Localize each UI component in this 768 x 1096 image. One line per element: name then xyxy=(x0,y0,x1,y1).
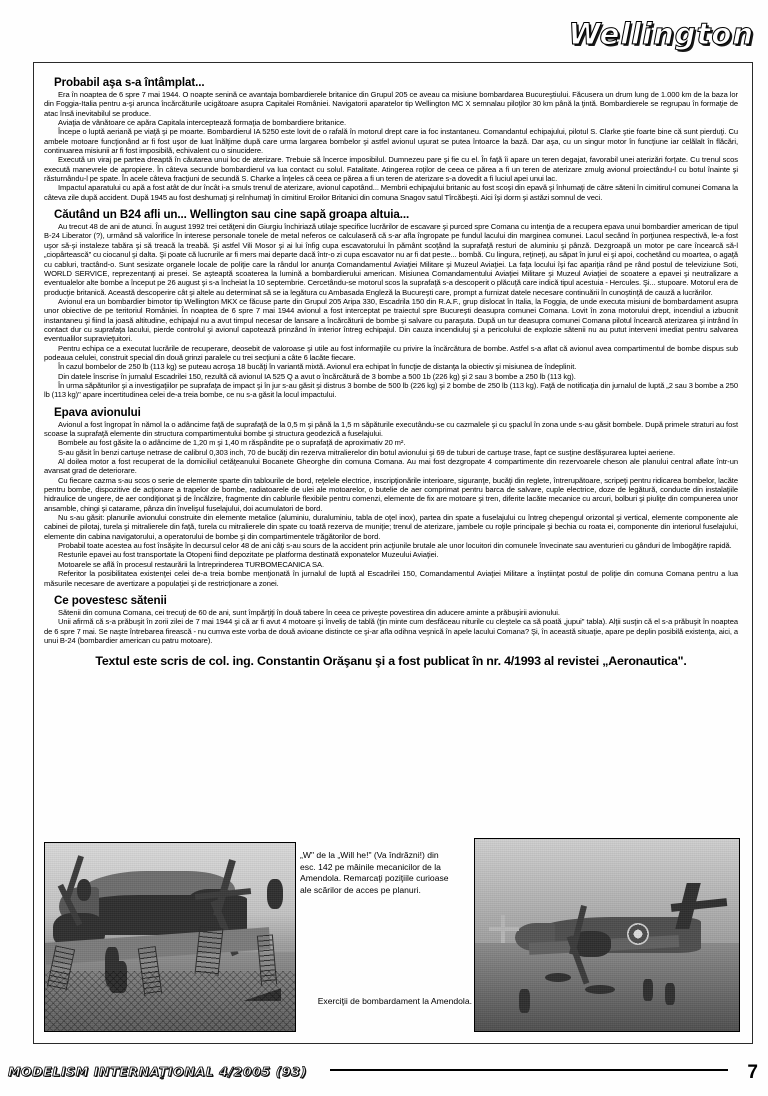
paragraph: Motoarele se află în procesul restaurării la întreprinderea TURBOMECANICA SA. xyxy=(58,559,325,569)
paragraph: Bombele au fost găsite la o adâncime de 1,20 m şi 1,40 m răspândite pe o suprafaţă de aproximativ 20 m². xyxy=(58,438,406,448)
paragraph: S-au găsit în benzi cartuşe netrase de calibrul 0,303 inch, 70 de bucăţi din rezerva mitralierelor din botul avionului şi 69 de tuburi de cartuşe trase, fapt ce susţine desfăşurarea luptei aeriene. xyxy=(58,447,675,457)
paragraph: În urma săpăturilor şi a investigaţiilor pe suprafaţa de impact şi în jur s-au găsit şi distrus 3 bombe de 500 lb (226 kg) şi 2 bombe de 250 lb (113 kg). Faţă de notificaţia din jurnalul de luptă „2 sau 3 bombe a 250 lb (113 kg)" apare incertitudinea celei de-a treia bombe, ce nu s-a găsit la locul impactului. xyxy=(44,380,738,400)
article-body xyxy=(44,70,738,676)
paragraph: Resturile epavei au fost transportate la Otopeni fiind depozitate pe platforma destinată exponatelor Muzeului Aviaţiei. xyxy=(58,550,439,560)
paragraph: Aviaţia de vânătoare ce apăra Capitala interceptează formaţia de bombardiere britanice. xyxy=(58,118,347,128)
paragraph: Din datele înscrise în jurnalul Escadrilei 150, rezultă că avionul IA 525 Q a avut o încărcătură de 3 bombe a 500 1b (226 kg) şi 2 sau 3 bombe a 250 lb (113 kg). xyxy=(58,371,576,381)
paragraph: Începe o luptă aeriană pe viaţă şi pe moarte. Bombardierul IA 5250 este lovit de o rafală în motorul drept care ia foc instantaneu. Comandantul echipajului, pilotul S. Clarke ştie foarte bine că sunt pierduţi. Cu ambele motoare funcţionând ar fi fost uşor de luat înălţime după care urma largarea bombelor şi astfel avionul uşurat se putea întoarce la bază. Dar aşa, cu un singur motor în funcţiune iar celălalt în flăcări, continuarea misiunii ar fi fost imposibilă, echivalent cu o sinucidere. xyxy=(44,127,738,156)
photo-wellington-ground-crew xyxy=(44,842,296,1032)
section-heading-3: Epava avionului xyxy=(54,405,141,419)
footer-publication: MODELISM INTERNAŢIONAL 4/2005 (93) xyxy=(8,1064,308,1079)
paragraph: În cazul bombelor de 250 lb (113 kg) se puteau acroşa 18 bucăţi în variantă mixtă. Avionul era echipat în funcţie de distanţa la obiectiv şi misiunea de îndeplinit. xyxy=(58,362,577,372)
paragraph: Al doilea motor a fost recuperat de la domiciliul cetăţeanului Bocanete Gheorghe din comuna Comana. Au mai fost dezgropate 4 compartimente din rezervoarele cheson ale planului central aflate într-un avansat grad de deteriorare. xyxy=(44,457,738,476)
section-heading-4: Ce povestesc sătenii xyxy=(54,593,167,607)
paragraph: Avionul a fost îngropat în nămol la o adâncime faţă de suprafaţă de la 0,5 m şi până la 1,5 m săpăturile executându-se cu cazmalele şi cu şpaclul în zona unde s-au găsit bombele. După primele straturi au fost scoase la suprafaţă elemente din structura compartimentului bombe şi structura geodezică a fuselajului. xyxy=(44,419,738,438)
paragraph: Pentru echipa ce a executat lucrările de recuperare, deosebit de valoroase şi utile au fost informaţiile cu privire la încărcătura de bombe. Astfel s-a aflat că avionul avea compartimentul de bombe dispus sub podeaua celulei, construit special din două grinzi paralele cu trei secţiuni a câte 6 lacăte fiecare. xyxy=(44,343,738,362)
caption-top: „W" de la „Will he!" (Va îndrăzni!) din esc. 142 pe mâinile mecanicilor de la Amendola. Remarcaţi poziţiile curioase ale scărilor de acces pe planuri. xyxy=(300,850,449,895)
footer-rule xyxy=(330,1069,728,1071)
paragraph: Au trecut 48 de ani de atunci. În august 1992 trei cetăţeni din Giurgiu închiriază utilaje specifice lucrărilor de escavare şi purced spre Comana cu intenţia de a recupera epava unui bombardier american de tipul B-24 Liberator (?), urmând să valorifice în interese personale tonele de metal neferos ce calculaseră că s-ar afla îngropate pe fundul lacului din marginea comunei. Lacul secând în porţiunea respectivă, le-a fost uşor să-şi instaleze tabăra şi să treacă la treabă. Şi astfel Vili Mosor şi ai lui înfig cupa escavatorului în pământ scoţând la suprafaţă resturi de aluminiu şi pânză. Dezgroapă un motor pe care încearcă să-l „ciopârtească" cu ciocanul şi dalta. Şi poate că lucrurile ar fi mers mai departe dacă într-o zi cupa escavator nu ar fi dat peste... bombă. Cu lingura, reţineţi, au săpat în jurul ei şi apoi, cochetând cu moartea, o agaţă cu cabluri, tractând-o. Sunt sesizate organele locale de poliţie care la rândul lor anunţa Comandamentul Aviaţiei Militare şi Muzeul Aviaţiei. La faţa locului îşi fac apariţia rând pe rând postul de televiziune Soti, WORLD SERVICE, reprezentanţi ai presei. Se aşteaptă scoaterea la lumină a bombardierului american. Misiunea Comandamentului Aviaţiei Militare şi Muzeul Aviaţiei de scoatere a epavei şi neutralizare a eventualelor alte bombe a început pe 26 august şi s-a încheiat la 10 septembrie. Cercetându-se motorul scos la suprafaţă s-a descoperit o plăcuţă care indică tipul acestuia - Hercules. Şi... stupoare. Motorul era de producţie britanică. Această descoperire cât şi altele au determinat să se ia legătura cu Ambasada Engleză la Bucureşti care, prompt a furnizat datele necesare continuării în cunoştinţă de cauză a lucrărilor. xyxy=(44,222,738,297)
paragraph: Nu s-au găsit: planurile avionului construite din elemente metalice (aluminiu, duraluminiu, tabla de oţel inox), partea din spate a fuselajului cu întreg chepengul orizontal şi vertical, elemente componente ale cabinei de pilotaj, turela şi mitralierele din faţă, turela cu mitralierele din spate cu toată rezerva de muniţie; trenul de aterizare, jambele cu roţile principale şi bechia cu roata ei, componente din interiorul fuselajului, elemente din cabina navigatorului, a operatorului de bombe şi din compartimentele trăgătorilor de bord. xyxy=(44,513,738,541)
section-heading-2: Căutând un B24 afli un... Wellington sau cine sapă groapa altuia... xyxy=(54,208,410,222)
photo-bombing-exercise-amendola xyxy=(474,838,740,1032)
paragraph: Probabil toate acestea au fost însăşite în decursul celor 48 de ani câţi s-au scurs de la accident prin acţiunile brutale ale unor locuitori din comunele învecinate sau aventurieri cu gânduri de îmbogăţire rapidă. xyxy=(58,541,732,551)
page-number: 7 xyxy=(747,1062,758,1083)
paragraph: Impactul aparatului cu apă a fost atât de dur încât i-a smuls trenul de aterizare, avionul capotând... Membrii echipajului britanic au fost scoşi din epavă şi înhumaţi de către săteni în cimitirul comunei Comana la câteva zile după accident. După 1945 au fost deshumaţi şi reînhumaţi în cimitirul Eroilor Britanici din comuna Snagov satul Tîrcăbeşti. Aici îşi dorm şi astăzi somnul de veci. xyxy=(44,183,738,202)
paragraph: Era în noaptea de 6 spre 7 mai 1944. O noapte senină ce avantaja bombardierele britanice din Grupul 205 ce aveau ca misiune bombardarea Bucureştiului. Făcusera un drum lung de 1.000 km de la baza lor din Foggia-Italia pentru a-şi arunca încărcăturile ucigătoare asupra Capitalei României. Navigatorii aparatelor tip Wellington MC X semnalau piloţilor 30 km până la ţintă. Bombardierele se regrupau în formaţie de atac însă inevitabilul se produce. xyxy=(44,90,738,118)
masthead-title: Wellington xyxy=(568,17,754,51)
paragraph: Cu fiecare cazma s-au scos o serie de elemente sparte din tablourile de bord, reţelele electrice, inscripţionările interioare, siguranţe, bucăţi din reglete, întrerupătoare, scripeţi pentru ridicarea bombelor, lacăte pentru bombe, dispozitive de acţionare a trapelor de bombe, radiatoarele de ulei ale motoarelor, o butelie de aer comprimat pentru barca de salvare, cuple electrice, doze de legătură, conducte din instalaţiile hidraulice de ungere, de aer condiţionat şi de încălzire, fragmente din cablurile flexibile pentru comenzi, elemente de fix are motoare şi tren, diferite lacăte mecanice cu arcuri, bolburi şi piuliţe din compunerea unor ansamble, chingi şi catarame, pânza din învelişul fuselajului, doi acumulatori de bord. xyxy=(44,475,738,513)
paragraph: Sătenii din comuna Comana, cei trecuţi de 60 de ani, sunt împărţiţi în două tabere în ceea ce priveşte povestirea din aducere aminte a prăbuşirii avionului. xyxy=(58,607,560,617)
paragraph: Unii afirmă că s-a prăbuşit în zorii zilei de 7 mai 1944 şi că ar fi avut 4 motoare şi înveliş de tablă (ţin minte cum desfăceau niturile cu cleştele ca să poată „jupui" tabla). Alţii susţin că el s-a prăbuşit în noaptea de 6 spre 7 mai. Se naşte întrebarea firească - nu cumva este vorba de două avioane distincte ce şi-ar afla odihna veşnică în apele lacului Comana? Şi, în această situaţie, apare pe deplin posibilă existenţa, aici, a unui B-24 (bombardier american cu patru motoare). xyxy=(44,617,738,645)
article-byline: Textul este scris de col. ing. Constantin Orăşanu şi a fost publicat în nr. 4/1993 al revistei „Aeronautica". xyxy=(95,654,687,669)
paragraph: Referitor la posibilitatea existenţei celei de-a treia bombe menţionată în jurnalul de luptă al Escadrilei 150, Comandamentul Aviaţiei Militare a înştiinţat postul de poliţie din comuna Comana pentru a lua măsurile necesare de avertizare a populaţiei şi de restricţionare a zonei. xyxy=(44,569,738,588)
caption-bottom: Exerciţii de bombardament la Amendola. xyxy=(317,996,472,1006)
paragraph: Execută un viraj pe partea dreaptă în căutarea unui loc de aterizare. Trebuie să încerce imposibilul. Dumnezeu pare şi fie cu el. În faţă îi apare un teren degajat, favorabil unei aterizări forţate. Cu trenul scos execută manevrele de apropiere. În câteva secunde bombardierul va lua contact cu solul. Fatalitate. Atingerea roţilor de ceea ce părea a fi un teren de aterizare zmulg avionul proiectându-l cu botul înainte şi răsturnându-l pe spate. În acele câteva fracţiuni de secundă S. Charke a înţeles că ceea ce părea a fi un teren de aterizare s-a dovedit a fi luciul apei unui lac. xyxy=(44,155,738,184)
paragraph: Avionul era un bombardier bimotor tip Wellington MKX ce făcuse parte din Grupul 205 Aripa 330, Escadrila 150 din R.A.F., grup dislocat în Italia, la Foggia, de unde executa misiuni de bombardament asupra unor obiective de pe teritoriul României. În noaptea de 6 spre 7 mai 1944 avionul a fost interceptat pe traiectul spre Bucureşti deasupra comunei Comana. Lovit în zona motorului drept, incendiul a izbucnit instantaneu şi fiind la joasă altitudine, echipajul nu a avut timpul necesar de lansare a încărcăturii de bombe şi salvare cu paraşuta. După un tur deasupra comunei Comana pilotul încearcă aterizarea şi intrând în contact dur cu suprafaţa lacului, pierde controlul şi avionul capotează prinzând în interior întreg echipajul. Din cauza incendiuluj şi a pericolului de explozie sătenii nu au putut interveni imediat pentru salvarea eventualilor supravieţuitori. xyxy=(44,296,738,344)
section-heading-1: Probabil aşa s-a întâmplat... xyxy=(54,76,205,89)
